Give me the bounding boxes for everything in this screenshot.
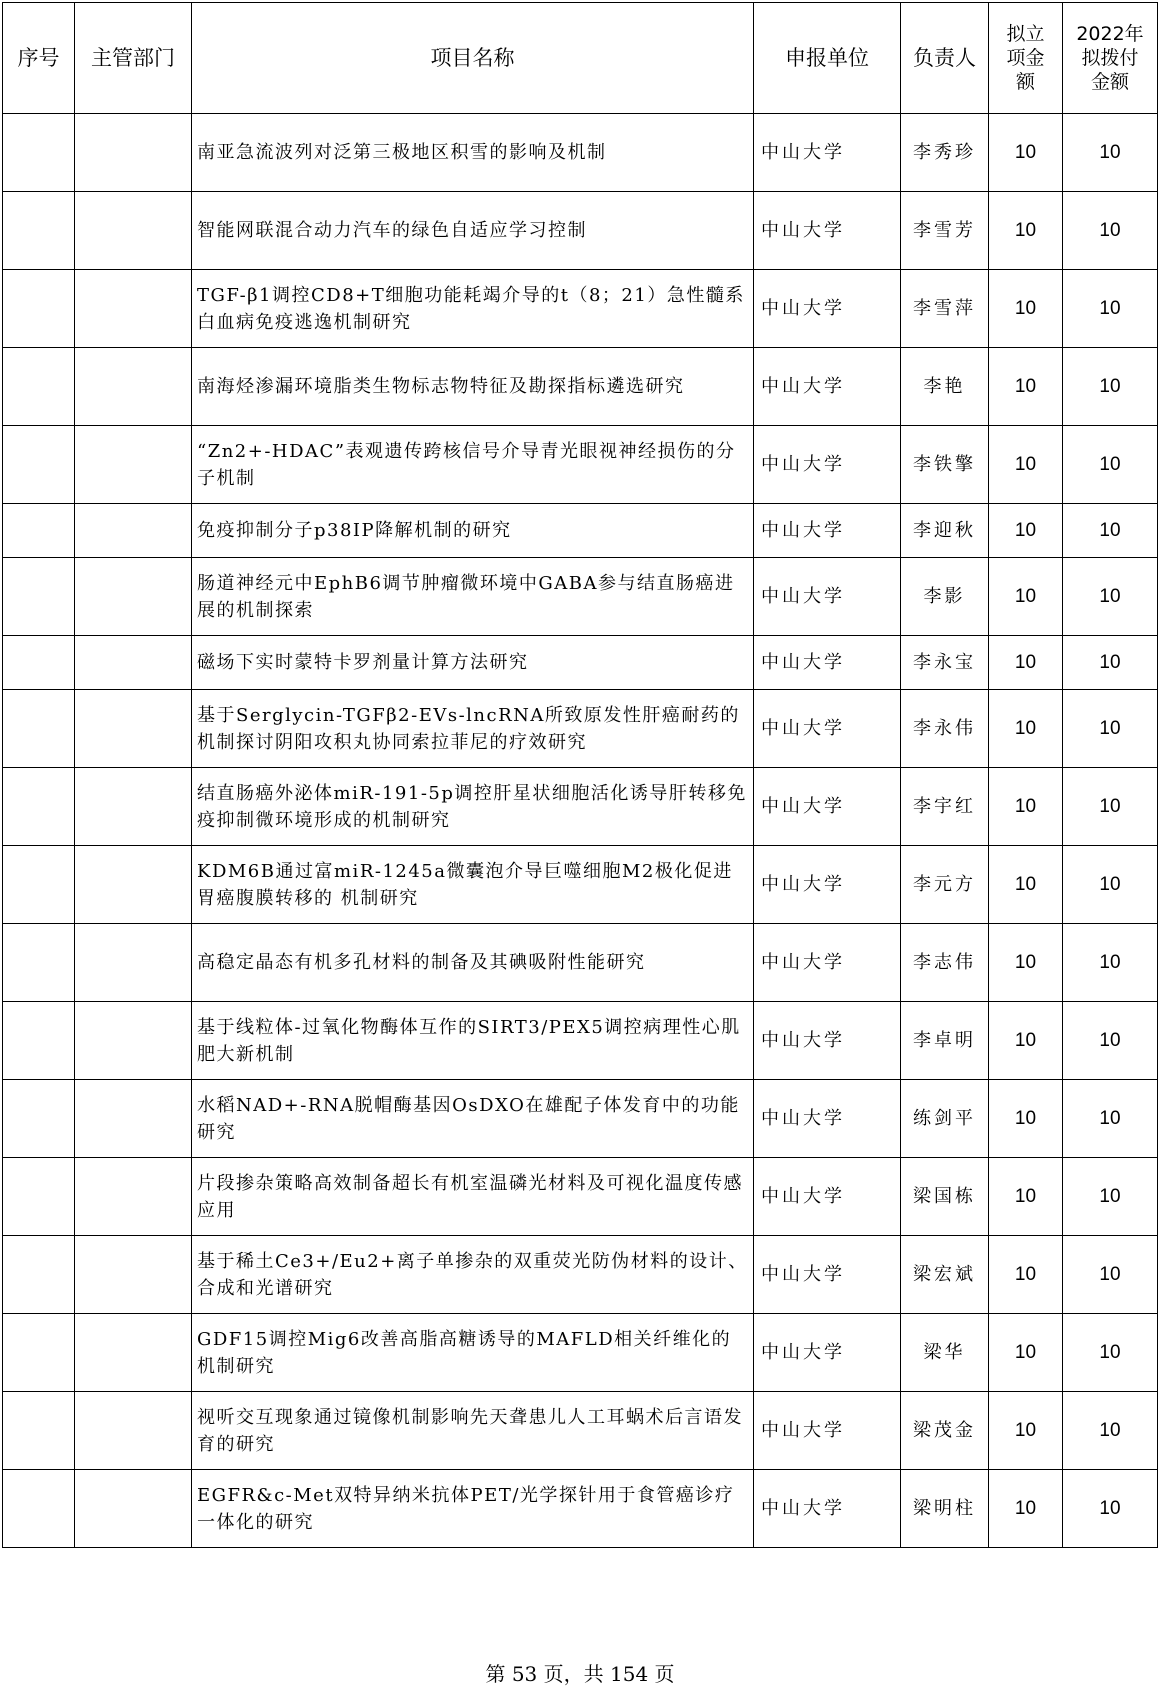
cell-lead: 李宇红 xyxy=(901,768,989,846)
cell-dept xyxy=(75,636,192,690)
cell-dept xyxy=(75,768,192,846)
cell-lead: 梁国栋 xyxy=(901,1158,989,1236)
cell-dept xyxy=(75,270,192,348)
cell-amount: 10 xyxy=(989,192,1063,270)
cell-seq xyxy=(3,426,75,504)
header-pay xyxy=(1063,3,1158,114)
cell-seq xyxy=(3,690,75,768)
cell-project-name: KDM6B通过富miR-1245a微囊泡介导巨噬细胞M2极化促进胃癌腹膜转移的 机制研究 xyxy=(192,846,754,924)
table-row xyxy=(3,924,1158,1002)
cell-pay: 10 xyxy=(1063,1470,1158,1548)
table-row xyxy=(3,270,1158,348)
cell-unit: 中山大学 xyxy=(754,504,901,558)
cell-amount: 10 xyxy=(989,348,1063,426)
table-row xyxy=(3,558,1158,636)
cell-dept xyxy=(75,924,192,1002)
header-amount-line: 项金 xyxy=(1006,47,1045,69)
cell-lead: 李影 xyxy=(901,558,989,636)
cell-pay: 10 xyxy=(1063,636,1158,690)
cell-project-name: 肠道神经元中EphB6调节肿瘤微环境中GABA参与结直肠癌进展的机制探索 xyxy=(192,558,754,636)
project-table-sheet xyxy=(2,2,1157,1548)
table-row xyxy=(3,846,1158,924)
cell-project-name: 基于稀土Ce3+/Eu2+离子单掺杂的双重荧光防伪材料的设计、合成和光谱研究 xyxy=(192,1236,754,1314)
cell-pay: 10 xyxy=(1063,1392,1158,1470)
header-pay-line: 2022年 xyxy=(1076,23,1144,45)
cell-pay: 10 xyxy=(1063,1236,1158,1314)
cell-dept xyxy=(75,1314,192,1392)
cell-dept xyxy=(75,504,192,558)
cell-project-name: 片段掺杂策略高效制备超长有机室温磷光材料及可视化温度传感应用 xyxy=(192,1158,754,1236)
cell-amount: 10 xyxy=(989,426,1063,504)
cell-dept xyxy=(75,1392,192,1470)
table-row xyxy=(3,348,1158,426)
table-row xyxy=(3,504,1158,558)
cell-lead: 李铁擎 xyxy=(901,426,989,504)
cell-amount: 10 xyxy=(989,636,1063,690)
table-row xyxy=(3,636,1158,690)
page-footer: 第 53 页，共 154 页 xyxy=(485,1662,675,1686)
cell-amount: 10 xyxy=(989,558,1063,636)
cell-amount: 10 xyxy=(989,114,1063,192)
cell-pay: 10 xyxy=(1063,1314,1158,1392)
cell-amount: 10 xyxy=(989,1236,1063,1314)
cell-amount: 10 xyxy=(989,924,1063,1002)
table-row xyxy=(3,426,1158,504)
cell-unit: 中山大学 xyxy=(754,768,901,846)
cell-pay: 10 xyxy=(1063,426,1158,504)
cell-pay: 10 xyxy=(1063,348,1158,426)
cell-seq xyxy=(3,846,75,924)
cell-pay: 10 xyxy=(1063,690,1158,768)
cell-unit: 中山大学 xyxy=(754,1314,901,1392)
cell-amount: 10 xyxy=(989,504,1063,558)
table-row xyxy=(3,192,1158,270)
cell-seq xyxy=(3,636,75,690)
header-pay-line: 金额 xyxy=(1090,71,1129,93)
cell-pay: 10 xyxy=(1063,1080,1158,1158)
cell-lead: 李志伟 xyxy=(901,924,989,1002)
cell-lead: 梁明柱 xyxy=(901,1470,989,1548)
cell-dept xyxy=(75,192,192,270)
cell-lead: 李迎秋 xyxy=(901,504,989,558)
header-lead: 负责人 xyxy=(901,3,989,114)
cell-project-name: 水稻NAD+-RNA脱帽酶基因OsDXO在雄配子体发育中的功能研究 xyxy=(192,1080,754,1158)
cell-dept xyxy=(75,1158,192,1236)
cell-dept xyxy=(75,1002,192,1080)
cell-seq xyxy=(3,1002,75,1080)
cell-project-name: 磁场下实时蒙特卡罗剂量计算方法研究 xyxy=(192,636,754,690)
cell-project-name: 南亚急流波列对泛第三极地区积雪的影响及机制 xyxy=(192,114,754,192)
cell-lead: 李雪萍 xyxy=(901,270,989,348)
cell-project-name: EGFR&c-Met双特异纳米抗体PET/光学探针用于食管癌诊疗一体化的研究 xyxy=(192,1470,754,1548)
cell-unit: 中山大学 xyxy=(754,1392,901,1470)
cell-unit: 中山大学 xyxy=(754,846,901,924)
cell-dept xyxy=(75,1236,192,1314)
table-row xyxy=(3,690,1158,768)
cell-unit: 中山大学 xyxy=(754,348,901,426)
cell-amount: 10 xyxy=(989,270,1063,348)
cell-lead: 李艳 xyxy=(901,348,989,426)
header-pay-line: 拟拨付 xyxy=(1081,47,1139,69)
cell-pay: 10 xyxy=(1063,846,1158,924)
cell-lead: 李永宝 xyxy=(901,636,989,690)
cell-dept xyxy=(75,426,192,504)
cell-unit: 中山大学 xyxy=(754,1470,901,1548)
cell-project-name: 视听交互现象通过镜像机制影响先天聋患儿人工耳蜗术后言语发育的研究 xyxy=(192,1392,754,1470)
cell-project-name: 免疫抑制分子p38IP降解机制的研究 xyxy=(192,504,754,558)
cell-amount: 10 xyxy=(989,1392,1063,1470)
cell-seq xyxy=(3,1392,75,1470)
cell-unit: 中山大学 xyxy=(754,690,901,768)
cell-amount: 10 xyxy=(989,1470,1063,1548)
cell-seq xyxy=(3,270,75,348)
cell-project-name: 南海烃渗漏环境脂类生物标志物特征及勘探指标遴选研究 xyxy=(192,348,754,426)
cell-seq xyxy=(3,114,75,192)
cell-seq xyxy=(3,1314,75,1392)
cell-unit: 中山大学 xyxy=(754,270,901,348)
cell-pay: 10 xyxy=(1063,558,1158,636)
cell-seq xyxy=(3,768,75,846)
cell-unit: 中山大学 xyxy=(754,1002,901,1080)
cell-dept xyxy=(75,846,192,924)
cell-pay: 10 xyxy=(1063,768,1158,846)
cell-unit: 中山大学 xyxy=(754,192,901,270)
cell-pay: 10 xyxy=(1063,1158,1158,1236)
cell-project-name: 基于Serglycin-TGFβ2-EVs-lncRNA所致原发性肝癌耐药的机制探讨阴阳攻积丸协同索拉菲尼的疗效研究 xyxy=(192,690,754,768)
cell-lead: 李雪芳 xyxy=(901,192,989,270)
cell-project-name: TGF-β1调控CD8+T细胞功能耗竭介导的t（8；21）急性髓系白血病免疫逃逸机制研究 xyxy=(192,270,754,348)
cell-amount: 10 xyxy=(989,1080,1063,1158)
table-row xyxy=(3,1470,1158,1548)
cell-dept xyxy=(75,1080,192,1158)
cell-seq xyxy=(3,1470,75,1548)
cell-amount: 10 xyxy=(989,846,1063,924)
cell-amount: 10 xyxy=(989,690,1063,768)
cell-seq xyxy=(3,348,75,426)
cell-seq xyxy=(3,558,75,636)
table-row xyxy=(3,114,1158,192)
cell-project-name: GDF15调控Mig6改善高脂高糖诱导的MAFLD相关纤维化的机制研究 xyxy=(192,1314,754,1392)
cell-amount: 10 xyxy=(989,1002,1063,1080)
cell-pay: 10 xyxy=(1063,114,1158,192)
cell-seq xyxy=(3,1158,75,1236)
cell-amount: 10 xyxy=(989,1314,1063,1392)
cell-unit: 中山大学 xyxy=(754,1080,901,1158)
cell-lead: 梁宏斌 xyxy=(901,1236,989,1314)
header-amount-line: 额 xyxy=(1015,71,1035,93)
cell-project-name: 高稳定晶态有机多孔材料的制备及其碘吸附性能研究 xyxy=(192,924,754,1002)
cell-unit: 中山大学 xyxy=(754,558,901,636)
cell-pay: 10 xyxy=(1063,192,1158,270)
cell-seq xyxy=(3,924,75,1002)
header-project: 项目名称 xyxy=(192,3,754,114)
cell-seq xyxy=(3,192,75,270)
cell-project-name: 智能网联混合动力汽车的绿色自适应学习控制 xyxy=(192,192,754,270)
cell-dept xyxy=(75,1470,192,1548)
cell-pay: 10 xyxy=(1063,924,1158,1002)
header-dept: 主管部门 xyxy=(75,3,192,114)
cell-unit: 中山大学 xyxy=(754,924,901,1002)
project-table xyxy=(2,2,1158,1548)
cell-project-name: 基于线粒体-过氧化物酶体互作的SIRT3/PEX5调控病理性心肌肥大新机制 xyxy=(192,1002,754,1080)
cell-lead: 练剑平 xyxy=(901,1080,989,1158)
table-row xyxy=(3,1392,1158,1470)
cell-seq xyxy=(3,1236,75,1314)
cell-pay: 10 xyxy=(1063,504,1158,558)
cell-pay: 10 xyxy=(1063,270,1158,348)
cell-lead: 李元方 xyxy=(901,846,989,924)
header-amount xyxy=(989,3,1063,114)
cell-unit: 中山大学 xyxy=(754,1158,901,1236)
cell-lead: 李永伟 xyxy=(901,690,989,768)
cell-lead: 梁茂金 xyxy=(901,1392,989,1470)
header-seq: 序号 xyxy=(3,3,75,114)
cell-seq xyxy=(3,504,75,558)
cell-seq xyxy=(3,1080,75,1158)
cell-project-name: 结直肠癌外泌体miR-191-5p调控肝星状细胞活化诱导肝转移免疫抑制微环境形成的机制研究 xyxy=(192,768,754,846)
table-header-row xyxy=(3,3,1158,114)
table-row xyxy=(3,1236,1158,1314)
cell-project-name: “Zn2+-HDAC”表观遗传跨核信号介导青光眼视神经损伤的分子机制 xyxy=(192,426,754,504)
table-row xyxy=(3,1002,1158,1080)
cell-pay: 10 xyxy=(1063,1002,1158,1080)
header-unit: 申报单位 xyxy=(754,3,901,114)
cell-unit: 中山大学 xyxy=(754,114,901,192)
cell-dept xyxy=(75,114,192,192)
cell-lead: 梁华 xyxy=(901,1314,989,1392)
cell-amount: 10 xyxy=(989,768,1063,846)
cell-dept xyxy=(75,558,192,636)
cell-dept xyxy=(75,348,192,426)
cell-unit: 中山大学 xyxy=(754,1236,901,1314)
table-body xyxy=(3,114,1158,1548)
cell-unit: 中山大学 xyxy=(754,426,901,504)
table-row xyxy=(3,768,1158,846)
table-row xyxy=(3,1158,1158,1236)
cell-unit: 中山大学 xyxy=(754,636,901,690)
cell-lead: 李秀珍 xyxy=(901,114,989,192)
cell-lead: 李卓明 xyxy=(901,1002,989,1080)
table-row xyxy=(3,1314,1158,1392)
cell-amount: 10 xyxy=(989,1158,1063,1236)
cell-dept xyxy=(75,690,192,768)
table-row xyxy=(3,1080,1158,1158)
header-amount-line: 拟立 xyxy=(1006,23,1045,45)
